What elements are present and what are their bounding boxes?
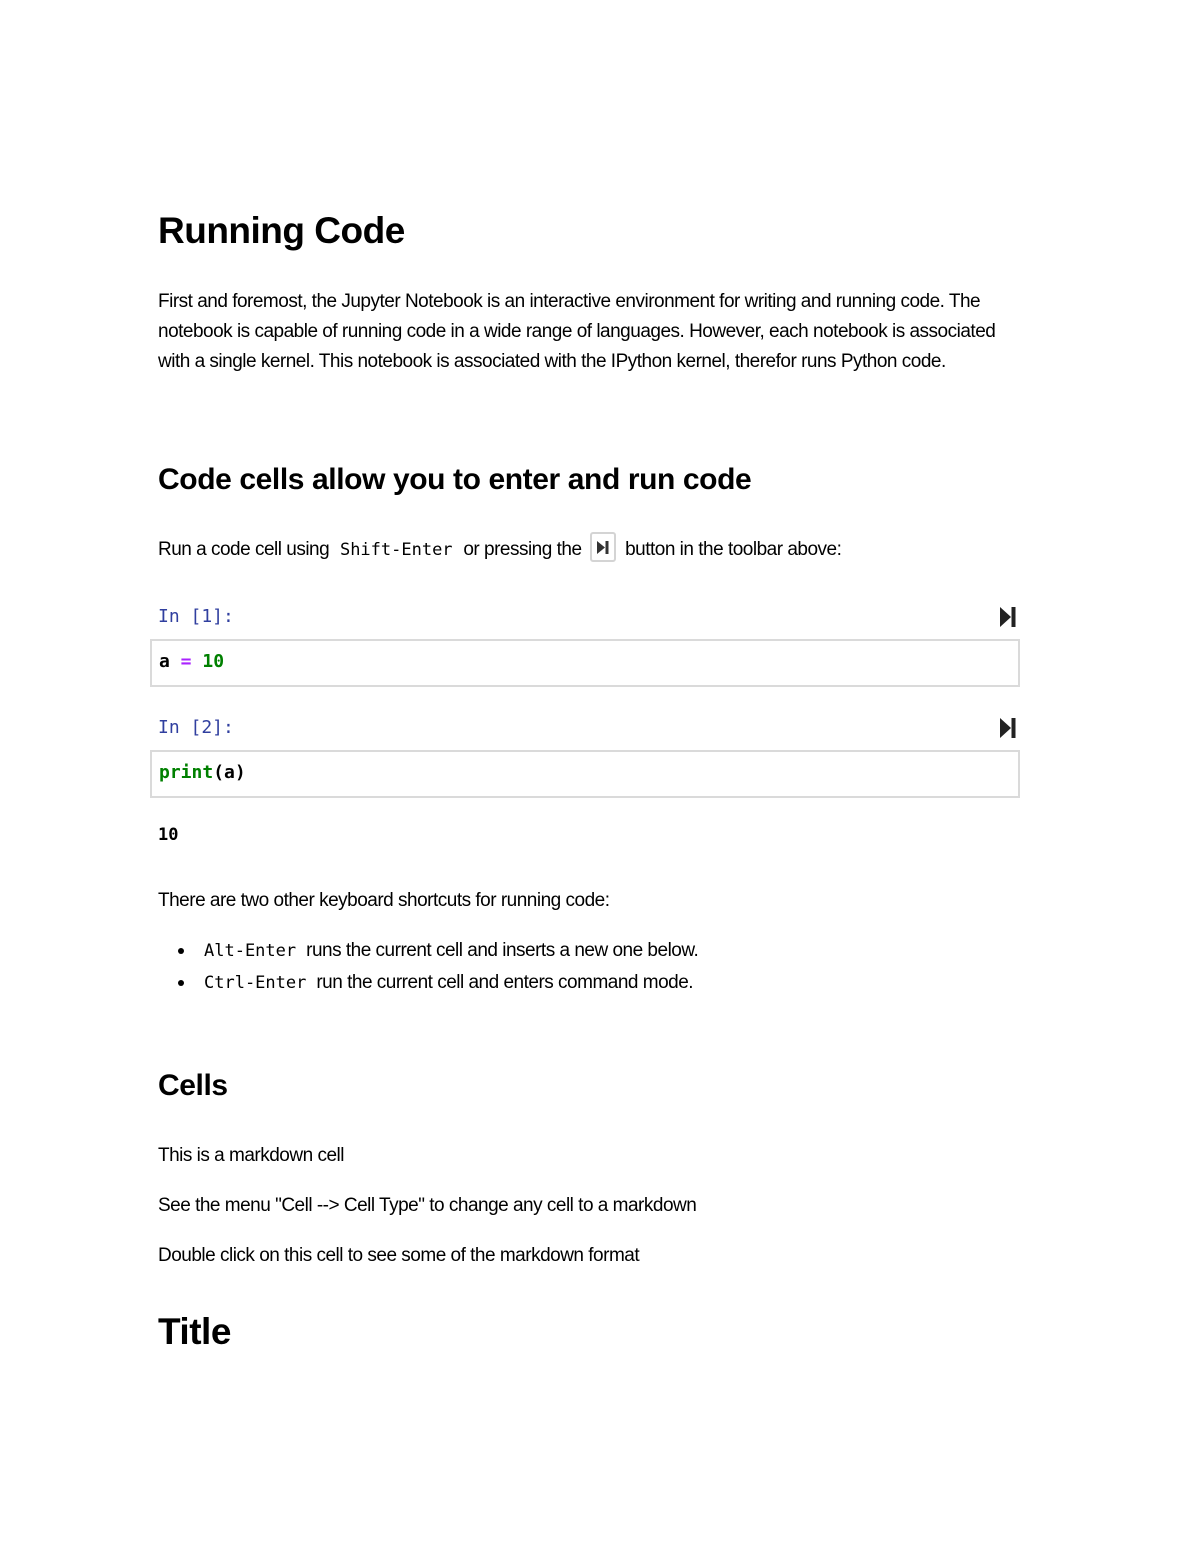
shortcuts-intro: There are two other keyboard shortcuts for running code: bbox=[158, 890, 610, 911]
heading-cells: Cells bbox=[158, 1069, 228, 1102]
code-token-num: 10 bbox=[202, 651, 225, 672]
cell-2-output: 10 bbox=[158, 825, 179, 845]
shortcut-description: runs the current cell and inserts a new one below. bbox=[306, 940, 699, 961]
cell-2-prompt: In [2]: bbox=[158, 717, 234, 738]
shortcut-description: run the current cell and enters command mode. bbox=[316, 972, 694, 993]
run-instruction bbox=[158, 538, 841, 562]
run-instruction-suffix: button in the toolbar above: bbox=[625, 539, 842, 561]
run-instruction-middle: or pressing the bbox=[463, 539, 582, 561]
shortcut-key: Alt-Enter bbox=[204, 941, 297, 961]
markdown-line-1: This is a markdown cell bbox=[158, 1145, 344, 1166]
shortcuts-list bbox=[158, 935, 698, 999]
intro-paragraph: First and foremost, the Jupyter Notebook is an interactive environment for writing and running code. The notebook is capable of running code in a wide range of languages. However, each notebook is associated with a single kernel. This notebook is associated with the IPython kernel, therefor runs Python code. bbox=[158, 291, 996, 372]
run-instruction-prefix: Run a code cell using bbox=[158, 539, 330, 561]
shortcut-shift-enter: Shift-Enter bbox=[339, 540, 453, 561]
markdown-line-2: See the menu "Cell --> Cell Type" to change any cell to a markdown bbox=[158, 1195, 697, 1216]
cell-2-code bbox=[159, 764, 246, 782]
run-cell-icon[interactable] bbox=[1000, 607, 1016, 627]
markdown-line-3: Double click on this cell to see some of the markdown format bbox=[158, 1245, 640, 1266]
heading-title: Title bbox=[158, 1311, 231, 1352]
list-item bbox=[158, 967, 698, 999]
heading-code-cells: Code cells allow you to enter and run code bbox=[158, 463, 752, 496]
heading-running-code: Running Code bbox=[158, 210, 405, 251]
cell-1-prompt: In [1]: bbox=[158, 606, 234, 627]
run-button-icon bbox=[590, 532, 616, 562]
code-token-var: a bbox=[159, 651, 170, 672]
cell-1-input[interactable] bbox=[150, 639, 1020, 687]
bullet-dot bbox=[178, 980, 184, 986]
code-token-op: = bbox=[169, 651, 203, 672]
code-token-func: print bbox=[159, 762, 214, 783]
bullet-dot bbox=[178, 948, 184, 954]
run-cell-icon[interactable] bbox=[1000, 718, 1016, 738]
shortcut-key: Ctrl-Enter bbox=[204, 973, 307, 993]
cell-2-input[interactable] bbox=[150, 750, 1020, 798]
list-item bbox=[158, 935, 698, 967]
code-token-args: (a) bbox=[213, 762, 246, 783]
cell-1-code bbox=[159, 653, 224, 671]
